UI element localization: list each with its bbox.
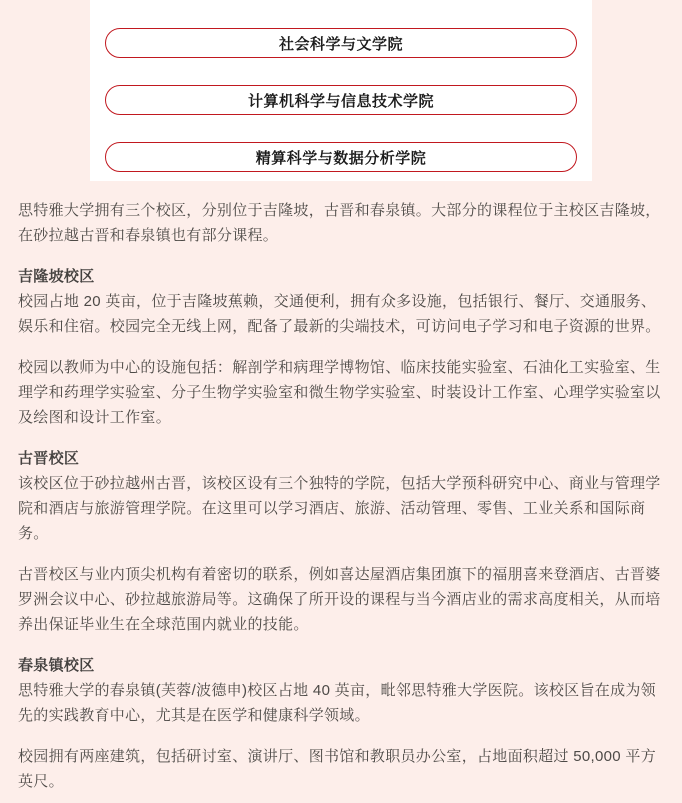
section-kuching-campus [18,446,664,637]
kuala-lumpur-paragraph-2: 校园以教师为中心的设施包括：解剖学和病理学博物馆、临床技能实验室、石油化工实验室、生理学和药理学实验室、分子生物学实验室和微生物学实验室、时装设计工作室、心理学实验室以及绘图和设计工作室。 [18,359,661,426]
section-spring-town-campus [18,653,664,794]
section-kuala-lumpur-campus [18,264,664,430]
kuala-lumpur-campus-heading: 吉隆坡校区 [18,268,95,285]
faculty-button-actuarial-science[interactable]: 精算科学与数据分析学院 [105,142,577,172]
kuching-campus-heading: 古晋校区 [18,450,80,467]
kuching-paragraph-2: 古晋校区与业内顶尖机构有着密切的联系，例如喜达屋酒店集团旗下的福朋喜来登酒店、古晋婆罗洲会议中心、砂拉越旅游局等。这确保了所开设的课程与当今酒店业的需求高度相关，从而培养出保证毕业生在全球范围内就业的技能。 [18,566,661,633]
faculty-buttons-card [90,0,592,181]
intro-paragraph: 思特雅大学拥有三个校区，分别位于吉隆坡，古晋和春泉镇。大部分的课程位于主校区吉隆坡，在砂拉越古晋和春泉镇也有部分课程。 [18,202,661,244]
faculty-button-social-sciences[interactable]: 社会科学与文学院 [105,28,577,58]
spring-town-paragraph-1: 思特雅大学的春泉镇(芙蓉/波德申)校区占地 40 英亩，毗邻思特雅大学医院。该校区旨在成为领先的实践教育中心，尤其是在医学和健康科学领域。 [18,682,656,724]
spring-town-campus-heading: 春泉镇校区 [18,657,95,674]
campus-info-content [0,181,682,794]
spring-town-paragraph-2: 校园拥有两座建筑，包括研讨室、演讲厅、图书馆和教职员办公室，占地面积超过 50,000 平方英尺。 [18,748,657,790]
kuala-lumpur-paragraph-1: 校园占地 20 英亩，位于吉隆坡蕉赖，交通便利，拥有众多设施，包括银行、餐厅、交通服务、娱乐和住宿。校园完全无线上网，配备了最新的尖端技术，可访问电子学习和电子资源的世界。 [18,293,661,335]
faculty-button-computer-science[interactable]: 计算机科学与信息技术学院 [105,85,577,115]
kuching-paragraph-1: 该校区位于砂拉越州古晋，该校区设有三个独特的学院，包括大学预科研究中心、商业与管理学院和酒店与旅游管理学院。在这里可以学习酒店、旅游、活动管理、零售、工业关系和国际商务。 [18,475,661,542]
